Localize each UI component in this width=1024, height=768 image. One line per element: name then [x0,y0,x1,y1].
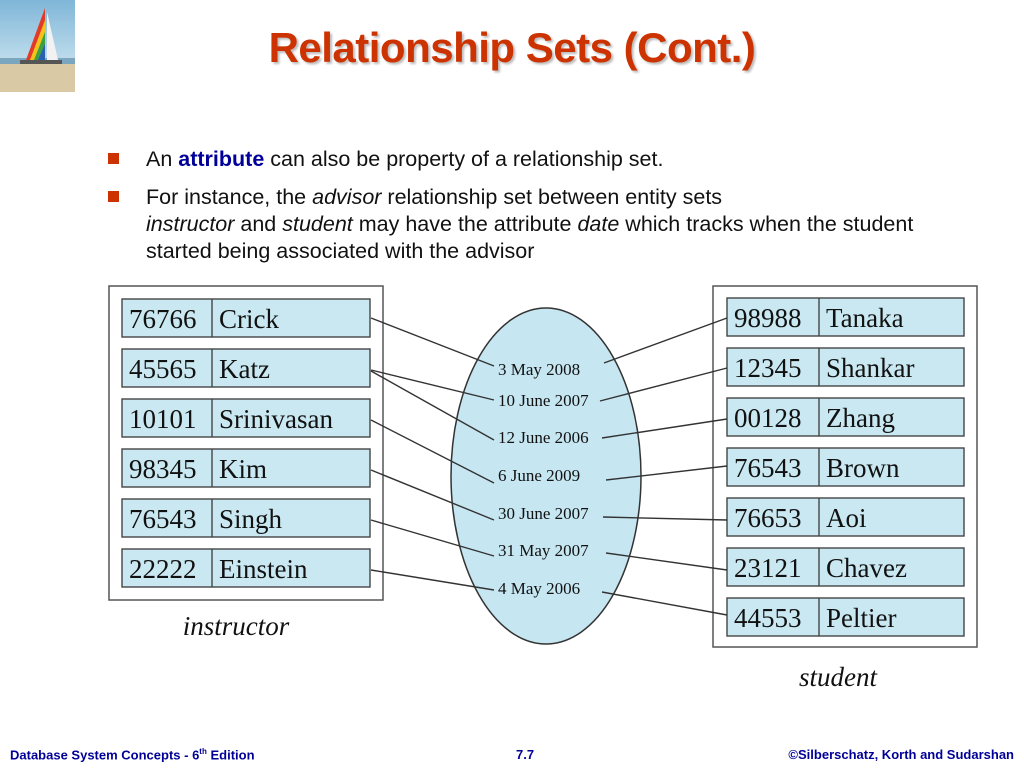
bullet-text: An [146,147,179,171]
student-name: Tanaka [826,303,904,333]
instructor-row [122,349,370,387]
student-row [727,448,964,486]
relationship-link [604,318,727,363]
keyword-attribute: attribute [178,147,265,171]
instructor-name: Katz [219,354,270,384]
student-id: 76543 [734,453,802,483]
student-id: 76653 [734,503,802,533]
instructor-id: 76543 [129,504,197,534]
student-row [727,398,964,436]
advisor-date: 31 May 2007 [498,541,589,560]
relationship-link [371,318,494,366]
term-date: date [577,212,620,236]
instructor-id: 22222 [129,554,197,584]
relationship-link [602,592,727,615]
student-id: 00128 [734,403,802,433]
instructor-name: Crick [219,304,279,334]
instructor-id: 76766 [129,304,197,334]
student-id: 23121 [734,553,802,583]
instructor-row [122,449,370,487]
instructor-name: Singh [219,504,283,534]
bullet-text: may have the attribute [352,212,578,236]
term-student: student [282,212,353,236]
student-id: 44553 [734,603,802,633]
student-name: Aoi [826,503,867,533]
slide-title: Relationship Sets (Cont.) [268,24,756,71]
advisor-date: 4 May 2006 [498,579,581,598]
student-row [727,548,964,586]
instructor-id: 45565 [129,354,197,384]
student-row [727,598,964,636]
student-label: student [799,662,877,692]
student-id: 12345 [734,353,802,383]
advisor-date: 10 June 2007 [498,391,589,410]
advisor-date: 12 June 2006 [498,428,589,447]
instructor-id: 98345 [129,454,197,484]
footer-sup: th [199,747,207,756]
term-instructor: instructor [146,212,235,236]
footer-book-text: Database System Concepts - 6 [10,747,200,763]
bullet-text: relationship set between entity sets [381,185,723,209]
student-name: Zhang [826,403,895,433]
student-name: Shankar [826,353,915,383]
student-name: Brown [826,453,900,483]
advisor-date: 3 May 2008 [498,360,581,379]
footer-book-title [10,747,255,762]
student-name: Chavez [826,553,907,583]
instructor-name: Einstein [219,554,308,584]
footer-book-tail: Edition [206,747,255,763]
student-row [727,498,964,536]
bullet-text: For instance, the [146,185,313,209]
student-row [727,348,964,386]
instructor-row [122,549,370,587]
instructor-row [122,299,370,337]
advisor-date: 6 June 2009 [498,466,581,485]
student-row [727,298,964,336]
instructor-row [122,399,370,437]
instructor-name: Kim [219,454,268,484]
advisor-date: 30 June 2007 [498,504,589,523]
bullet-text: which tracks when the student started being associated with the advisor [146,212,914,263]
term-advisor: advisor [312,185,382,209]
page-number: 7.7 [516,747,535,762]
instructor-id: 10101 [129,404,197,434]
footer [0,744,1024,764]
instructor-name: Srinivasan [219,404,333,434]
instructor-label: instructor [182,611,290,641]
bullet-text: and [234,212,283,236]
bullet-text: can also be property of a relationship set. [264,147,664,171]
student-name: Peltier [826,603,897,633]
footer-copyright: ©Silberschatz, Korth and Sudarshan [788,747,1014,762]
instructor-row [122,499,370,537]
student-id: 98988 [734,303,802,333]
